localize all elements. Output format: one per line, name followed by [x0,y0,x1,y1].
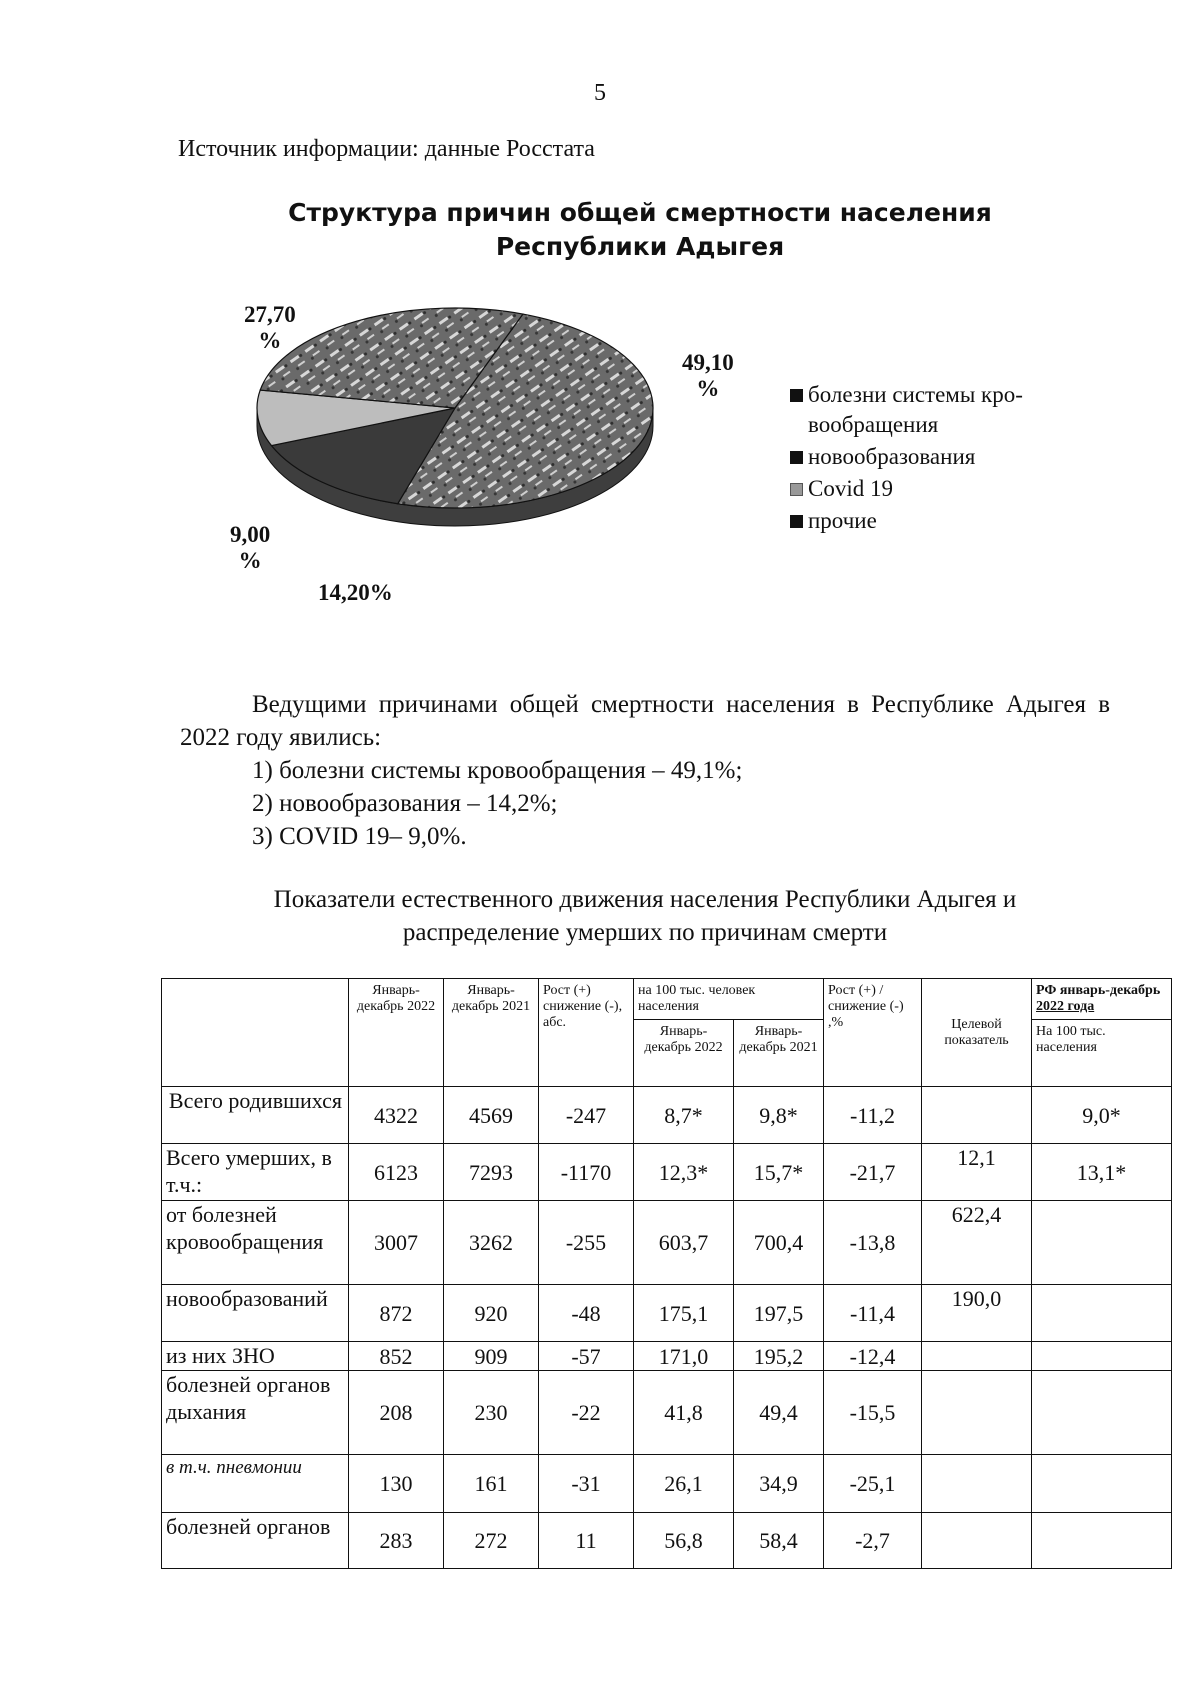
statistics-table [161,978,1172,1569]
list-item: 3) COVID 19– 9,0%. [252,823,467,850]
cell: 230 [444,1371,539,1455]
cell: 26,1 [634,1455,734,1513]
header-growth-abs: Рост (+) снижение (-), абс. [539,979,634,1087]
cell: -15,5 [824,1371,922,1455]
header-per100k-2022: Январь-декабрь 2022 [634,1020,734,1087]
cell: 197,5 [734,1285,824,1342]
row-name: Всего родившихся [162,1087,349,1144]
cell: 909 [444,1342,539,1371]
cell: 852 [349,1342,444,1371]
legend-swatch [790,389,803,402]
cell: 56,8 [634,1513,734,1569]
row-name: болезней органов [162,1513,349,1569]
cell: 920 [444,1285,539,1342]
cell: 13,1* [1032,1144,1172,1201]
cell: 6123 [349,1144,444,1201]
header-target: Целевой показатель [922,979,1032,1087]
cell: 208 [349,1371,444,1455]
cell [922,1342,1032,1371]
cell: 9,8* [734,1087,824,1144]
table-row [162,1342,1172,1371]
header-per100k-2021: Январь-декабрь 2021 [734,1020,824,1087]
cell: 283 [349,1513,444,1569]
pie-top [257,308,653,508]
cell: 12,3* [634,1144,734,1201]
cell [1032,1513,1172,1569]
cell [922,1513,1032,1569]
table-row [162,1201,1172,1285]
row-name: Всего умерших, в т.ч.: [162,1144,349,1201]
cell: 130 [349,1455,444,1513]
table-row [162,1144,1172,1201]
header-rf-per100k: На 100 тыс. населения [1032,1020,1172,1087]
legend-item-neoplasms: новообразования [790,442,1058,472]
cell: -22 [539,1371,634,1455]
page-number: 5 [594,80,606,106]
cell [1032,1342,1172,1371]
table-row [162,1371,1172,1455]
cell: 4322 [349,1087,444,1144]
cell: 8,7* [634,1087,734,1144]
cell: 622,4 [922,1201,1032,1285]
row-name: из них ЗНО [162,1342,349,1371]
pie-label-other: 27,70 % [244,302,296,353]
header-growth-pct: Рост (+) / снижение (-) ,% [824,979,922,1087]
cell: 3007 [349,1201,444,1285]
cell: 34,9 [734,1455,824,1513]
cell: 7293 [444,1144,539,1201]
cell: -21,7 [824,1144,922,1201]
cell: 175,1 [634,1285,734,1342]
cell: 603,7 [634,1201,734,1285]
cell [1032,1455,1172,1513]
cell: 872 [349,1285,444,1342]
cell: 15,7* [734,1144,824,1201]
body-paragraph [180,688,1110,853]
legend-item-other: прочие [790,506,1058,536]
cell: -31 [539,1455,634,1513]
header-jan-dec-2021: Январь-декабрь 2021 [444,979,539,1087]
cell [1032,1285,1172,1342]
cell: 4569 [444,1087,539,1144]
legend-swatch [790,483,803,496]
cell: 11 [539,1513,634,1569]
cell [922,1371,1032,1455]
cell: 58,4 [734,1513,824,1569]
legend-swatch [790,451,803,464]
table-row [162,1087,1172,1144]
pie-label-neoplasms: 14,20% [318,580,393,605]
cell [1032,1371,1172,1455]
cell: -11,2 [824,1087,922,1144]
list-item: 2) новообразования – 14,2%; [252,790,558,817]
cell: -255 [539,1201,634,1285]
cell: -48 [539,1285,634,1342]
source-note: Источник информации: данные Росстата [178,136,595,162]
chart-title-line1: Структура причин общей смертности населения [288,198,992,227]
cell: 12,1 [922,1144,1032,1201]
header-rf: РФ январь-декабрь 2022 года [1032,979,1172,1020]
cell: 272 [444,1513,539,1569]
cell: -1170 [539,1144,634,1201]
table-header-row [162,979,1172,1020]
cell: 190,0 [922,1285,1032,1342]
pie-label-covid: 9,00 % [230,522,271,573]
chart-legend [790,380,1058,538]
legend-item-covid: Covid 19 [790,474,1058,504]
header-jan-dec-2022: Январь-декабрь 2022 [349,979,444,1087]
pie-label-circulatory: 49,10 % [682,350,734,401]
cell: 3262 [444,1201,539,1285]
paragraph-intro: Ведущими причинами общей смертности населения в Республике Адыгея в 2022 году явились: [180,691,1110,751]
cell: -57 [539,1342,634,1371]
legend-item-circulatory: болезни системы кро-вообращения [790,380,1058,440]
cell [1032,1201,1172,1285]
list-item: 1) болезни системы кровообращения – 49,1%; [252,757,743,784]
cell: 9,0* [1032,1087,1172,1144]
row-name: в т.ч. пневмонии [162,1455,349,1513]
chart-title-line2: Республики Адыгея [495,232,785,261]
cell: 195,2 [734,1342,824,1371]
row-name: от болезней кровообращения [162,1201,349,1285]
row-name: новообразований [162,1285,349,1342]
table-title: Показатели естественного движения населения Республики Адыгея и распределение умерших по причинам смерти [273,886,1017,946]
cell: 41,8 [634,1371,734,1455]
table-row [162,1455,1172,1513]
cell [922,1455,1032,1513]
cell: -12,4 [824,1342,922,1371]
header-indicator [162,979,349,1087]
header-per-100k: на 100 тыс. человек населения [634,979,824,1020]
row-name: болезней органов дыхания [162,1371,349,1455]
cell: -13,8 [824,1201,922,1285]
cell: 700,4 [734,1201,824,1285]
cell: -2,7 [824,1513,922,1569]
cell: 161 [444,1455,539,1513]
legend-swatch [790,515,803,528]
cell: 49,4 [734,1371,824,1455]
table-row [162,1285,1172,1342]
cell: -25,1 [824,1455,922,1513]
cell [922,1087,1032,1144]
chart-title [260,196,1020,264]
cell: -11,4 [824,1285,922,1342]
table-row [162,1513,1172,1569]
cell: 171,0 [634,1342,734,1371]
cell: -247 [539,1087,634,1144]
